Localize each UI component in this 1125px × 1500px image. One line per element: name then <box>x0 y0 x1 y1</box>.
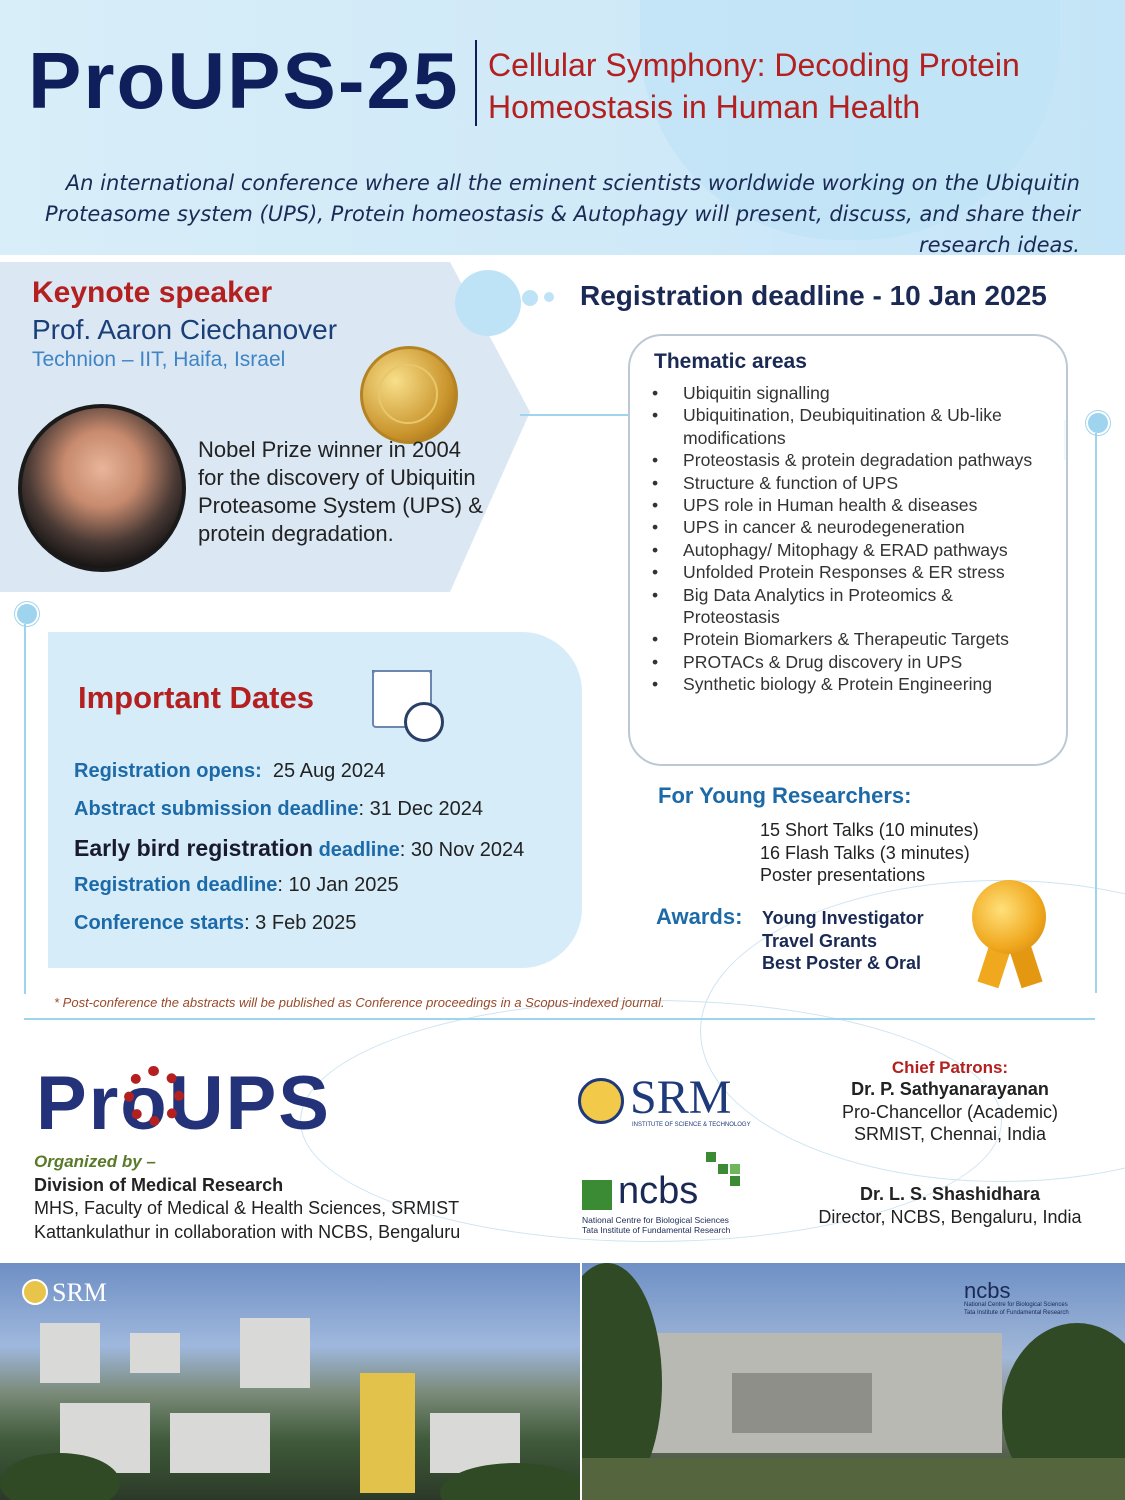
building-shape <box>40 1323 100 1383</box>
list-item: • Proteostasis & protein degradation pathways <box>652 449 1052 471</box>
patron-org: SRMIST, Chennai, India <box>853 1124 1047 1144</box>
footnote: * Post-conference the abstracts will be published as Conference proceedings in a Scopus-indexed journal. <box>54 995 665 1010</box>
date-value: : 31 Dec 2024 <box>358 798 484 820</box>
date-row-registration-opens <box>74 760 385 783</box>
keynote-name: Prof. Aaron Ciechanover <box>32 314 338 345</box>
patron-role: Pro-Chancellor (Academic) <box>841 1102 1059 1122</box>
proups-logo: ProUPS <box>36 1061 331 1146</box>
list-item: • UPS in cancer & neurodegeneration <box>652 516 1052 538</box>
srm-photo-logo: SRM <box>52 1278 107 1307</box>
srm-logo-subtitle: INSTITUTE OF SCIENCE & TECHNOLOGY <box>632 1122 751 1128</box>
conference-intro: An international conference where all the eminent scientists worldwide working on the Ubiquitin Proteasome system (UPS), Protein homeostasis & Autophagy will present, discuss, and share their research ideas. <box>44 171 1080 257</box>
ncbs-squares-icon <box>706 1152 740 1186</box>
list-item: • Structure & function of UPS <box>652 472 1052 494</box>
ncbs-photo-subtitle: National Centre for Biological Sciences <box>964 1302 1068 1308</box>
decorative-bubble <box>544 292 554 302</box>
date-value: 25 Aug 2024 <box>272 760 386 782</box>
date-row-abstract-deadline <box>74 798 483 821</box>
patron-name: Dr. P. Sathyanarayanan <box>851 1079 1049 1099</box>
important-dates-heading: Important Dates <box>78 680 314 715</box>
list-item: 15 Short Talks (10 minutes) <box>760 820 979 840</box>
list-item: Best Poster & Oral <box>762 953 922 973</box>
list-item: • Unfolded Protein Responses & ER stress <box>652 561 1052 583</box>
list-item: • Ubiquitination, Deubiquitination & Ub-like modifications <box>652 404 1052 449</box>
date-row-conference-starts <box>74 912 356 935</box>
ncbs-logo-subtitle: Tata Institute of Fundamental Research <box>582 1225 731 1235</box>
date-row-registration-deadline <box>74 874 399 897</box>
connector-line <box>1095 433 1097 993</box>
list-item: Young Investigator <box>762 908 924 928</box>
building-shape <box>732 1373 872 1433</box>
patron-name: Dr. L. S. Shashidhara <box>859 1184 1041 1204</box>
clock-icon <box>404 702 444 742</box>
connector-line <box>24 624 26 994</box>
proteasome-ring-icon <box>124 1066 184 1126</box>
nobel-medal-inner <box>378 364 438 424</box>
connector-node <box>15 602 39 626</box>
keynote-speaker-photo <box>18 404 186 572</box>
date-row-early-bird <box>74 835 524 862</box>
young-researchers-heading: For Young Researchers: <box>658 783 912 808</box>
conference-subtitle: Cellular Symphony: Decoding Protein Homeostasis in Human Health <box>488 47 1020 125</box>
list-item: Poster presentations <box>760 865 926 885</box>
organizer-line: Kattankulathur in collaboration with NCBS, Bengaluru <box>34 1222 461 1242</box>
ncbs-leaf-icon <box>582 1180 612 1210</box>
award-ribbon-icon <box>972 880 1046 954</box>
date-label: Abstract submission deadline <box>74 798 359 820</box>
ncbs-campus-photo <box>582 1263 1125 1500</box>
organizer-name: Division of Medical Research <box>34 1175 284 1195</box>
list-item: • Protein Biomarkers & Therapeutic Targets <box>652 628 1052 650</box>
ncbs-photo-subtitle: Tata Institute of Fundamental Research <box>964 1310 1069 1316</box>
connector-line <box>520 414 630 416</box>
date-label: deadline <box>313 839 400 861</box>
list-item: 16 Flash Talks (3 minutes) <box>760 842 970 863</box>
connector-line <box>24 1018 1095 1020</box>
patron-org: Director, NCBS, Bengaluru, India <box>818 1207 1082 1227</box>
thematic-heading: Thematic areas <box>654 350 807 373</box>
title-divider <box>475 40 477 126</box>
srm-logo: SRM <box>630 1071 732 1124</box>
list-item: • UPS role in Human health & diseases <box>652 494 1052 516</box>
thematic-list <box>652 382 1052 696</box>
date-value: : 3 Feb 2025 <box>244 912 357 934</box>
awards-list <box>762 907 924 975</box>
list-item: • Big Data Analytics in Proteomics & Proteostasis <box>652 584 1052 629</box>
chief-patrons-heading: Chief Patrons: <box>891 1058 1009 1077</box>
organizer-line: MHS, Faculty of Medical & Health Sciences, SRMIST <box>34 1198 460 1218</box>
srm-emblem-icon <box>22 1279 48 1305</box>
ncbs-logo-subtitle: National Centre for Biological Sciences <box>582 1215 729 1225</box>
young-researchers-list <box>760 819 979 887</box>
organized-by-label: Organized by – <box>34 1152 156 1171</box>
ncbs-photo-logo: ncbs <box>964 1278 1011 1303</box>
date-value: : 10 Jan 2025 <box>277 874 399 896</box>
decorative-bubble <box>522 290 538 306</box>
date-label: Conference starts <box>74 912 245 934</box>
list-item: • Synthetic biology & Protein Engineering <box>652 673 1052 695</box>
date-value: : 30 Nov 2024 <box>399 839 525 861</box>
list-item: Travel Grants <box>762 930 878 951</box>
date-label: Registration deadline <box>74 874 278 896</box>
decorative-bubble <box>455 270 521 336</box>
awards-heading: Awards: <box>656 904 743 929</box>
list-item: • Ubiquitin signalling <box>652 382 1052 404</box>
ncbs-logo: ncbs <box>618 1170 699 1212</box>
srm-emblem-icon <box>578 1078 624 1124</box>
connector-node <box>1086 411 1110 435</box>
keynote-heading: Keynote speaker <box>32 276 273 309</box>
building-shape <box>360 1373 415 1493</box>
nobel-description: Nobel Prize winner in 2004 for the discovery of Ubiquitin Proteasome System (UPS) & protein degradation. <box>198 437 483 546</box>
date-label: Registration opens: <box>74 760 262 782</box>
registration-deadline-banner: Registration deadline - 10 Jan 2025 <box>580 280 1047 311</box>
date-label-strong: Early bird registration <box>74 835 314 861</box>
keynote-affiliation: Technion – IIT, Haifa, Israel <box>32 348 286 371</box>
lawn-shape <box>582 1458 1125 1500</box>
list-item: • PROTACs & Drug discovery in UPS <box>652 651 1052 673</box>
conference-title: ProUPS-25 <box>28 36 460 125</box>
building-shape <box>240 1318 310 1388</box>
building-shape <box>130 1333 180 1373</box>
list-item: • Autophagy/ Mitophagy & ERAD pathways <box>652 539 1052 561</box>
building-shape <box>170 1413 270 1473</box>
